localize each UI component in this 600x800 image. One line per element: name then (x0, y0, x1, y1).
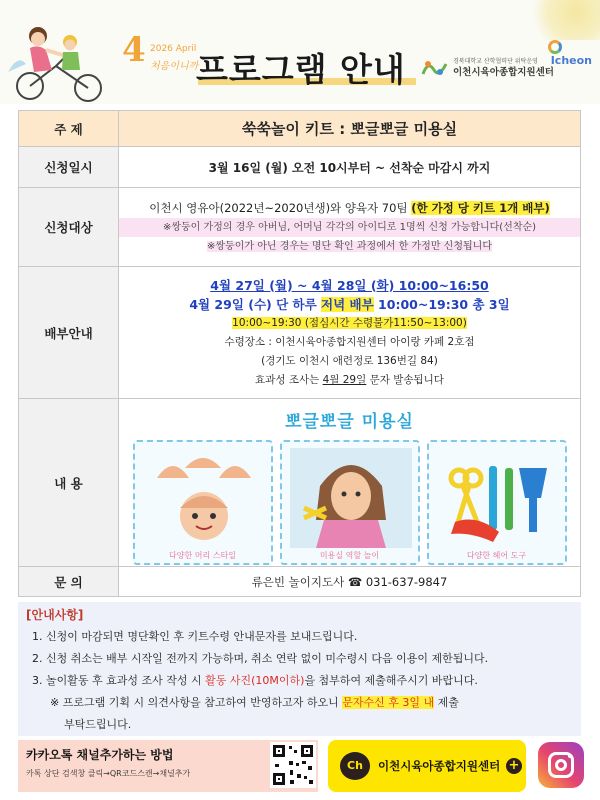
distribution-date-text: 4월 29일 (수) 단 하루 (189, 296, 322, 312)
evening-highlight: 저녁 배부 (321, 296, 374, 312)
target-line-2: ※쌍둥이 가정의 경우 아버님, 어머님 각각의 아이디로 1명씩 신청 가능합니다(선착순) (119, 218, 580, 237)
city-name: Icheon (550, 54, 592, 67)
month-number: 4 (122, 30, 146, 70)
subject-value: 쑥쑥놀이 키트 : 뽀글뽀글 미용실 (119, 111, 581, 147)
center-logo-icon (420, 56, 450, 80)
notice-4-text-end: 제출 (434, 696, 459, 709)
distribution-hours (119, 314, 580, 333)
target-line-3 (119, 237, 580, 256)
month-slogan: 처음이니까 (150, 61, 199, 72)
subject-label: 주 제 (19, 111, 119, 147)
card-caption: 다양한 헤어 도구 (466, 550, 527, 560)
table-row-distribution (19, 267, 581, 399)
survey-date: 4월 29일 (322, 373, 367, 386)
target-text: 이천시 영유아(2022년~2020년생)와 양육자 70팀 (149, 200, 412, 215)
notice-3-text: 3. 놀이활동 후 효과성 조사 작성 시 (32, 674, 206, 687)
kit-card-hair-styles (133, 440, 273, 565)
header (0, 0, 600, 104)
instagram-icon[interactable] (538, 742, 584, 788)
inquiry-value: 류은빈 놀이지도사 ☎ 031-637-9847 (119, 567, 581, 597)
table-row-inquiry (19, 567, 581, 597)
target-highlight: (한 가정 당 키트 1개 배부) (411, 200, 550, 215)
notice-item-1: 1. 신청이 마감되면 명단확인 후 키트수령 안내문자를 보내드립니다. (32, 630, 358, 643)
apply-date-label: 신청일시 (19, 147, 119, 188)
kakao-channel-icon: Ch (340, 752, 370, 780)
table-row-apply-date (19, 147, 581, 188)
notice-section (18, 602, 581, 736)
survey-text: 효과성 조사는 (255, 373, 323, 386)
kakao-howto-steps: 카톡 상단 검색창 클릭→QR코드스캔→채널추가 (26, 769, 191, 778)
city-logo-icon (548, 40, 562, 54)
distribution-time-text: 10:00~19:30 총 3일 (373, 296, 510, 312)
kakao-channel-button[interactable] (328, 740, 526, 792)
month-year: 2026 April (150, 44, 197, 54)
target-note: ※쌍둥이가 아닌 경우는 명단 확인 과정에서 한 가정만 신청됩니다 (207, 240, 492, 252)
page-title: 프로그램 안내 (196, 50, 406, 89)
kakao-howto (18, 740, 318, 792)
qr-code-icon[interactable] (270, 742, 316, 788)
leaf-decoration (520, 0, 600, 40)
notice-item-4 (50, 694, 459, 710)
photo-requirement: 활동 사진(10M이하) (205, 674, 305, 687)
kakao-channel-name: 이천시육아종합지원센터 (378, 759, 501, 773)
distribution-dates-2 (119, 295, 580, 314)
program-info-table (18, 110, 581, 597)
target-value (119, 188, 581, 267)
target-line-1 (119, 199, 580, 218)
notice-item-2: 2. 신청 취소는 배부 시작일 전까지 가능하며, 취소 연락 없이 미수령시 다음 이용이 제한됩니다. (32, 652, 489, 665)
content-label: 내 용 (19, 399, 119, 567)
kit-card-hair-tools (427, 440, 567, 565)
hours-highlight: 10:00~19:30 (점심시간 수령불가11:50~13:00) (232, 316, 467, 329)
org-operator: 경북대학교 산학협력단 위탁운영 (453, 58, 538, 65)
instagram-lens (555, 759, 567, 771)
distribution-dates-1: 4월 27일 (월) ~ 4월 28일 (화) 10:00~16:50 (210, 277, 489, 293)
table-row-content (19, 399, 581, 567)
card-caption: 미용실 역할 놀이 (319, 550, 380, 560)
salon-play-image (290, 448, 412, 548)
kit-title: 뽀글뽀글 미용실 (285, 411, 414, 432)
kit-card-salon-play (280, 440, 420, 565)
deadline-highlight: 문자수신 후 3일 내 (342, 696, 435, 709)
notice-item-4-cont: 부탁드립니다. (64, 718, 132, 731)
notice-item-3 (32, 672, 478, 688)
kakao-howto-title: 카카오톡 채널추가하는 방법 (26, 748, 174, 762)
pickup-address: (경기도 이천시 애련정로 136번길 84) (261, 354, 438, 367)
distribution-label: 배부안내 (19, 267, 119, 399)
notice-heading: [안내사항] (26, 608, 84, 622)
card-caption: 다양한 머리 스타일 (169, 550, 236, 560)
instagram-dot (568, 754, 572, 758)
content-value (119, 399, 581, 567)
hair-styles-image (143, 448, 265, 548)
add-channel-icon[interactable]: + (506, 758, 522, 774)
table-row-target (19, 188, 581, 267)
notice-4-text: ※ 프로그램 기획 시 의견사항을 참고하여 반영하고자 하오니 (50, 696, 343, 709)
distribution-value (119, 267, 581, 399)
apply-date-value: 3월 16일 (월) 오전 10시부터 ~ 선착순 마감시 까지 (119, 147, 581, 188)
survey-notice (119, 371, 580, 390)
org-name: 이천시육아종합지원센터 (453, 67, 554, 78)
table-row-subject (19, 111, 581, 147)
target-label: 신청대상 (19, 188, 119, 267)
inquiry-label: 문 의 (19, 567, 119, 597)
hair-tools-image (437, 448, 559, 548)
family-bicycle-illustration (8, 14, 123, 104)
notice-3-text-end: 을 첨부하여 제출해주시기 바랍니다. (304, 674, 478, 687)
survey-text-end: 문자 발송됩니다 (366, 373, 444, 386)
pickup-place: 수령장소 : 이천시육아종합지원센터 아이랑 카페 2호점 (224, 335, 475, 348)
kit-image-cards (119, 440, 580, 565)
